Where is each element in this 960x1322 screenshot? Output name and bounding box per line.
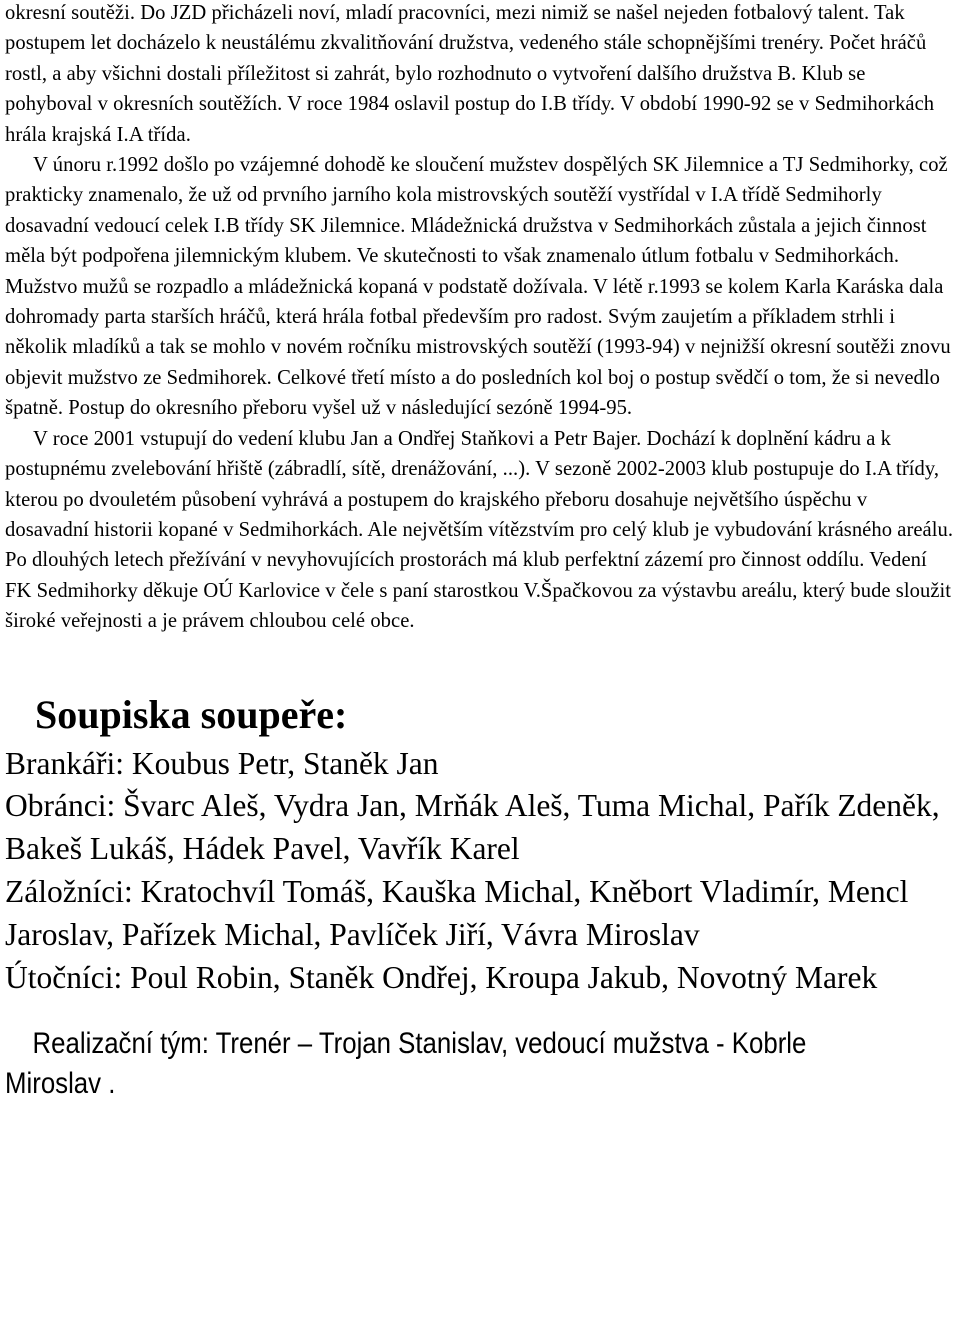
article-paragraph: okresní soutěži. Do JZD přicházeli noví, mladí pracovníci, mezi nimiž se našel nejeden fotbalový talent. Tak postupem let docházelo k neustálému zkvalitňování družstva, vedeného stále schopnějšími trenéry. Počet hráčů rostl, a aby všichni dostali příležitost si zahrát, bylo rozhodnuto o vytvoření dalšího družstva B. Klub se pohyboval v okresních soutěžích. V roce 1984 oslavil postup do I.B třídy. V období 1990-92 se v Sedmihorkách hrála krajská I.A třída. <box>5 2 935 146</box>
club-history-article <box>5 0 956 637</box>
roster-goalkeepers: Brankáři: Koubus Petr, Staněk Jan <box>5 745 439 781</box>
support-team-line <box>5 1024 960 1064</box>
roster-forwards: Útočníci: Poul Robin, Staněk Ondřej, Kroupa Jakub, Novotný Marek <box>5 959 878 995</box>
article-paragraph: V roce 2001 vstupují do vedení klubu Jan a Ondřej Staňkovi a Petr Bajer. Dochází k doplnění kádru a k postupnému zvelebování hřiště (zábradlí, sítě, drenážování, ...). V sezoně 2002-2003 klub postupuje do I.A třídy, kterou po dvouletém působení vyhrává a postupem do krajského přeboru dosahuje největšího úspěchu v dosavadní historii kopané v Sedmihorkách. Ale největším vítězstvím pro celý klub je vybudování krásného areálu. Po dlouhých letech přežívání v nevyhovujících prostorách má klub perfektní zázemí pro činnost oddílu. Vedení FK Sedmihorky děkuje OÚ Karlovice v čele s paní starostkou V.Špačkovou za výstavbu areálu, který bude sloužit široké veřejnosti a je právem chloubou celé obce. <box>5 427 954 633</box>
article-paragraph: V únoru r.1992 došlo po vzájemné dohodě ke sloučení mužstev dospělých SK Jilemnice a TJ Sedmihorky, což prakticky znamenalo, že už od prvního jarního kola mistrovských soutěží vystřídal v I.A třídě Sedmihorly dosavadní vedoucí celek I.B třídy SK Jilemnice. Mládežnická družstva v Sedmihorkách zůstala a jejich činnost měla být podpořena jilemnickým klubem. Ve skutečnosti to však znamenalo útlum fotbalu v Sedmihorkách. Mužstvo mužů se rozpadlo a mládežnická kopaná v podstatě dožívala. V létě r.1993 se kolem Karla Karáska dala dohromady parta starších hráčů, která hrála fotbal především pro radost. Svým zaujetím a příkladem strhli i několik mladíků a tak se mohlo v novém ročníku mistrovských soutěží (1993-94) v nejnižší okresní soutěži znovu objevit mužstvo ze Sedmihorek. Celkové třetí místo a do posledních kol boj o postup svědčí o tom, že si nevedlo špatně. Postup do okresního přeboru vyšel už v následující sezóně 1994-95. <box>5 154 951 420</box>
roster-heading: Soupiska soupeře: <box>35 691 348 737</box>
support-team <box>5 1024 960 1104</box>
support-team-text: Realizační tým: Trenér – Trojan Stanislav, vedoucí mužstva - Kobrle <box>32 1027 807 1061</box>
support-team-line-continued: Miroslav . <box>5 1067 116 1101</box>
roster-defenders: Obránci: Švarc Aleš, Vydra Jan, Mrňák Aleš, Tuma Michal, Pařík Zdeněk, Bakeš Lukáš, Hádek Pavel, Vavřík Karel <box>5 788 940 867</box>
roster-midfielders: Záložníci: Kratochvíl Tomáš, Kauška Michal, Kněbort Vladimír, Mencl Jaroslav, Pařízek Michal, Pavlíček Jiří, Vávra Miroslav <box>5 873 909 952</box>
opponent-roster <box>5 743 956 1000</box>
